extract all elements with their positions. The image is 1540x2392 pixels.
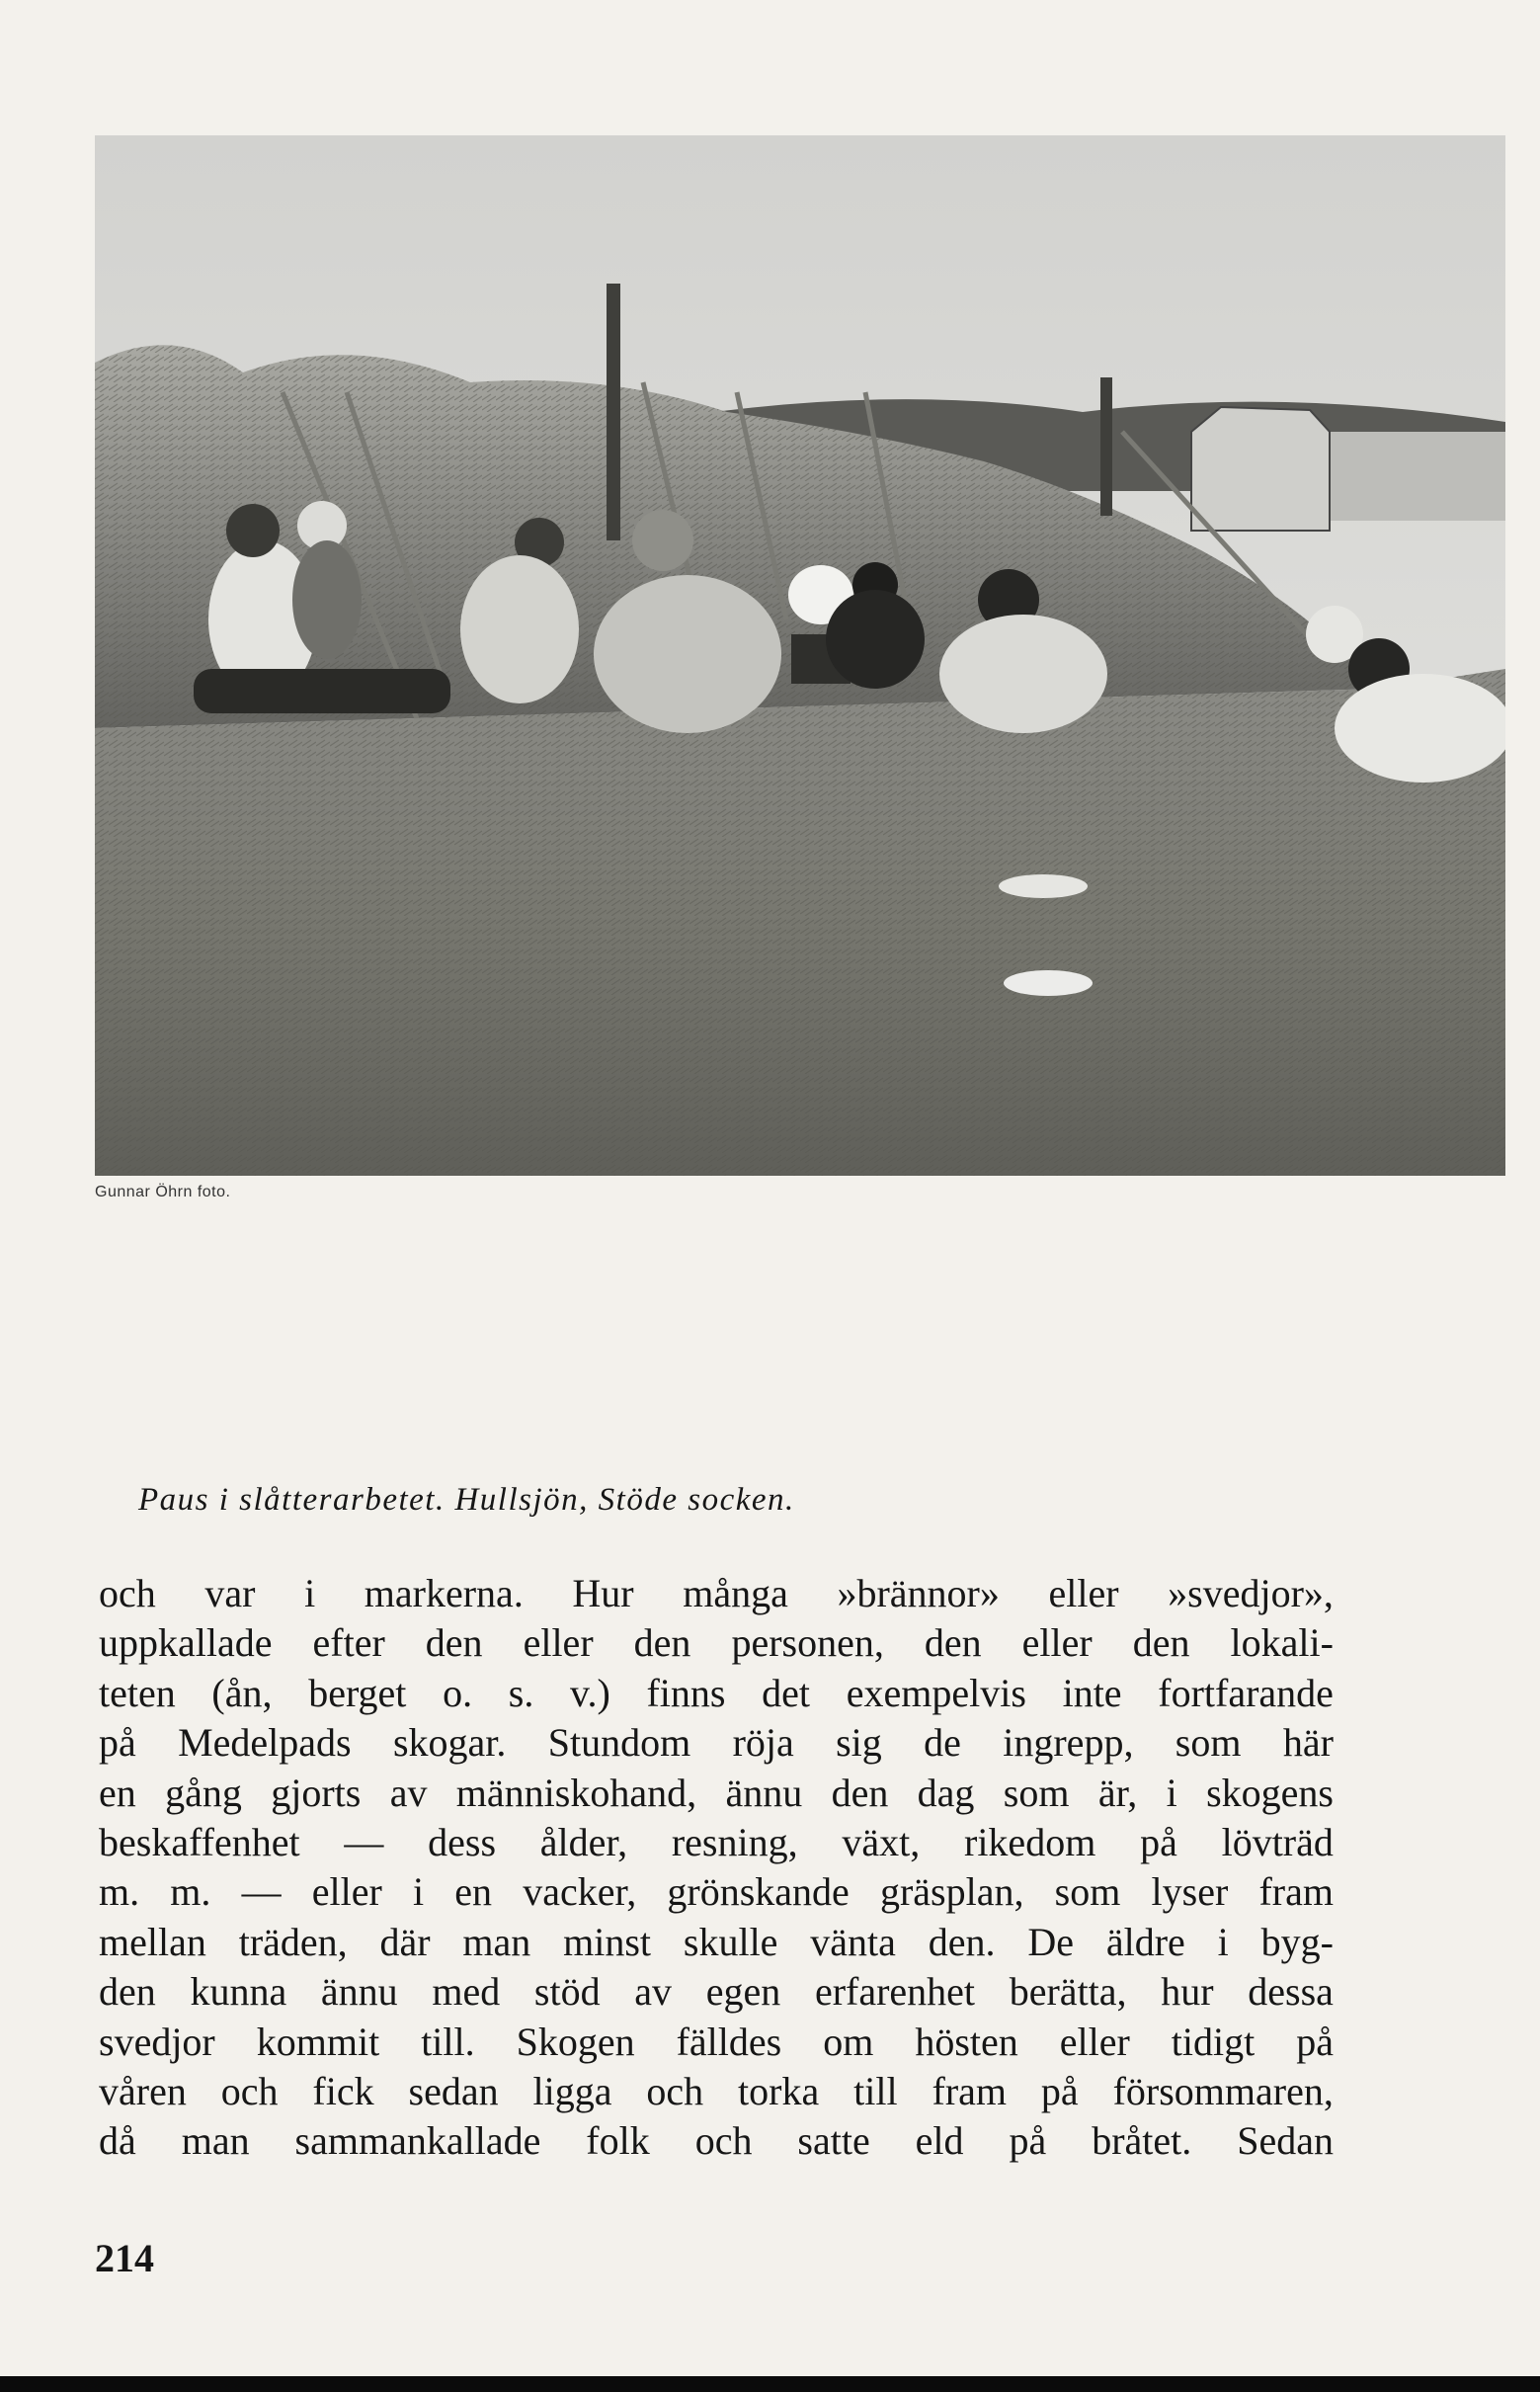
word: — (241, 1869, 282, 1915)
word: rikedom (964, 1819, 1096, 1864)
word: våren (99, 2068, 187, 2113)
word: inte (1062, 1670, 1122, 1715)
word: en (454, 1869, 493, 1915)
word: bråtet. (1092, 2118, 1192, 2164)
word: den (831, 1770, 889, 1815)
word: fick (312, 2068, 374, 2113)
word: i (1166, 1770, 1177, 1815)
word: lövträd (1221, 1819, 1334, 1864)
word: dag (917, 1770, 975, 1815)
word: eller (1021, 1620, 1093, 1666)
word: på (1009, 2118, 1047, 2164)
text-line (99, 1818, 1334, 1867)
word: »svedjor», (1168, 1571, 1334, 1615)
word: träden, (238, 1919, 348, 1964)
word: röja (732, 1720, 794, 1766)
word: som (1054, 1869, 1121, 1915)
word: en (99, 1770, 136, 1815)
word: skogens (1206, 1770, 1334, 1815)
word: ingrepp, (1003, 1720, 1134, 1766)
word: och (99, 1571, 156, 1615)
word: de (924, 1720, 961, 1766)
word: om (823, 2019, 874, 2064)
word: (ån, (211, 1670, 273, 1715)
word: berget (308, 1670, 407, 1715)
word: Sedan (1237, 2118, 1334, 2164)
word: vänta (810, 1919, 896, 1964)
word: här (1282, 1720, 1334, 1766)
word: satte (797, 2118, 870, 2164)
word: eller (1059, 2019, 1130, 2064)
word: fram (932, 2068, 1008, 2113)
word: gräsplan, (879, 1869, 1024, 1915)
word: på (99, 1720, 136, 1766)
word: personen, (731, 1620, 884, 1666)
word: och (646, 2068, 704, 2113)
text-line (99, 1918, 1334, 1967)
word: till. (421, 2019, 475, 2064)
word: markerna. (364, 1571, 524, 1615)
word: o. (443, 1670, 473, 1715)
word: hösten (915, 2019, 1018, 2064)
word: resning, (671, 1819, 798, 1864)
word: uppkallade (99, 1620, 273, 1666)
word: ännu (725, 1770, 803, 1815)
word: den (425, 1620, 483, 1666)
word: eller (523, 1620, 594, 1666)
word: sig (836, 1720, 882, 1766)
text-line (99, 1618, 1334, 1668)
word: på (1296, 2019, 1334, 2064)
word: lyser (1151, 1869, 1229, 1915)
word: eld (915, 2118, 964, 2164)
word: sammankallade (294, 2118, 541, 2164)
photo-credit: Gunnar Öhrn foto. (95, 1184, 231, 1200)
word: vacker, (523, 1869, 637, 1915)
word: kommit (256, 2019, 380, 2064)
word: Hur (572, 1571, 634, 1615)
word: försommaren, (1112, 2068, 1334, 2113)
word: som (1175, 1720, 1242, 1766)
word: m. (170, 1869, 211, 1915)
word: egen (705, 1969, 781, 2015)
text-line (99, 1569, 1334, 1618)
word: dessa (1248, 1969, 1334, 2015)
word: man (462, 1919, 531, 1964)
word: äldre (1105, 1919, 1185, 1964)
word: Stundom (547, 1720, 691, 1766)
word: fortfarande (1158, 1670, 1334, 1715)
text-line (99, 1669, 1334, 1718)
word: på (1040, 2068, 1079, 2113)
word: teten (99, 1670, 176, 1715)
word: var (204, 1571, 256, 1615)
word: skulle (683, 1919, 778, 1964)
body-text (99, 1569, 1334, 2167)
word: folk (586, 2118, 650, 2164)
word: är, (1097, 1770, 1138, 1815)
text-line (99, 1867, 1334, 1917)
text-line (99, 1769, 1334, 1818)
word: den (633, 1620, 691, 1666)
word: i (1217, 1919, 1229, 1964)
word: och (694, 2118, 753, 2164)
hay-break-photograph (95, 135, 1505, 1176)
word: med (432, 1969, 501, 2015)
word: m. (99, 1869, 140, 1915)
page-number: 214 (95, 2236, 154, 2280)
word: beskaffenhet (99, 1819, 300, 1864)
word: växt, (842, 1819, 921, 1864)
word: gjorts (271, 1770, 362, 1815)
word: människohand, (455, 1770, 697, 1815)
word: — (344, 1819, 384, 1864)
word: det (762, 1670, 811, 1715)
word: på (1140, 1819, 1177, 1864)
word: »brännor» (837, 1571, 1000, 1615)
scan-edge (0, 2376, 1540, 2392)
word: Medelpads (178, 1720, 352, 1766)
word: mellan (99, 1919, 206, 1964)
word: många (683, 1571, 788, 1615)
word: hur (1161, 1969, 1214, 2015)
word: exempelvis (846, 1670, 1026, 1715)
word: fälldes (676, 2019, 782, 2064)
word: av (634, 1969, 673, 2015)
word: fram (1258, 1869, 1334, 1915)
word: kunna (190, 1969, 287, 2015)
word: efter (312, 1620, 385, 1666)
word: Skogen (516, 2019, 635, 2064)
word: tidigt (1171, 2019, 1256, 2064)
word: till (853, 2068, 898, 2113)
word: den (99, 1969, 156, 2015)
word: där (379, 1919, 431, 1964)
word: stöd (533, 1969, 601, 2015)
word: byg- (1260, 1919, 1334, 1964)
word: skogar. (392, 1720, 507, 1766)
word: och (220, 2068, 279, 2113)
word: dess (428, 1819, 497, 1864)
text-line (99, 2067, 1334, 2116)
word: den. (928, 1919, 996, 1964)
photo-scene (95, 135, 1505, 1176)
word: ålder, (539, 1819, 628, 1864)
word: av (389, 1770, 428, 1815)
word: sedan (408, 2068, 499, 2113)
word: eller (311, 1869, 382, 1915)
word: den (1132, 1620, 1190, 1666)
text-line (99, 1718, 1334, 1768)
text-line (99, 1967, 1334, 2017)
word: v.) (570, 1670, 610, 1715)
word: den (924, 1620, 982, 1666)
word: man (181, 2118, 250, 2164)
word: minst (563, 1919, 652, 1964)
word: ännu (320, 1969, 398, 2015)
word: lokali- (1230, 1620, 1334, 1666)
word: svedjor (99, 2019, 215, 2064)
word: finns (646, 1670, 726, 1715)
text-line (99, 2116, 1334, 2166)
word: torka (738, 2068, 820, 2113)
word: s. (508, 1670, 534, 1715)
word: i (304, 1571, 316, 1615)
word: grönskande (667, 1869, 850, 1915)
word: De (1027, 1919, 1074, 1964)
text-line (99, 2018, 1334, 2067)
word: som (1003, 1770, 1070, 1815)
word: ligga (532, 2068, 612, 2113)
word: eller (1048, 1571, 1119, 1615)
photo-caption: Paus i slåtterarbetet. Hullsjön, Stöde socken. (138, 1482, 795, 1518)
word: gång (165, 1770, 242, 1815)
word: i (413, 1869, 425, 1915)
word: berätta, (1009, 1969, 1127, 2015)
word: erfarenhet (814, 1969, 976, 2015)
word: då (99, 2118, 136, 2164)
